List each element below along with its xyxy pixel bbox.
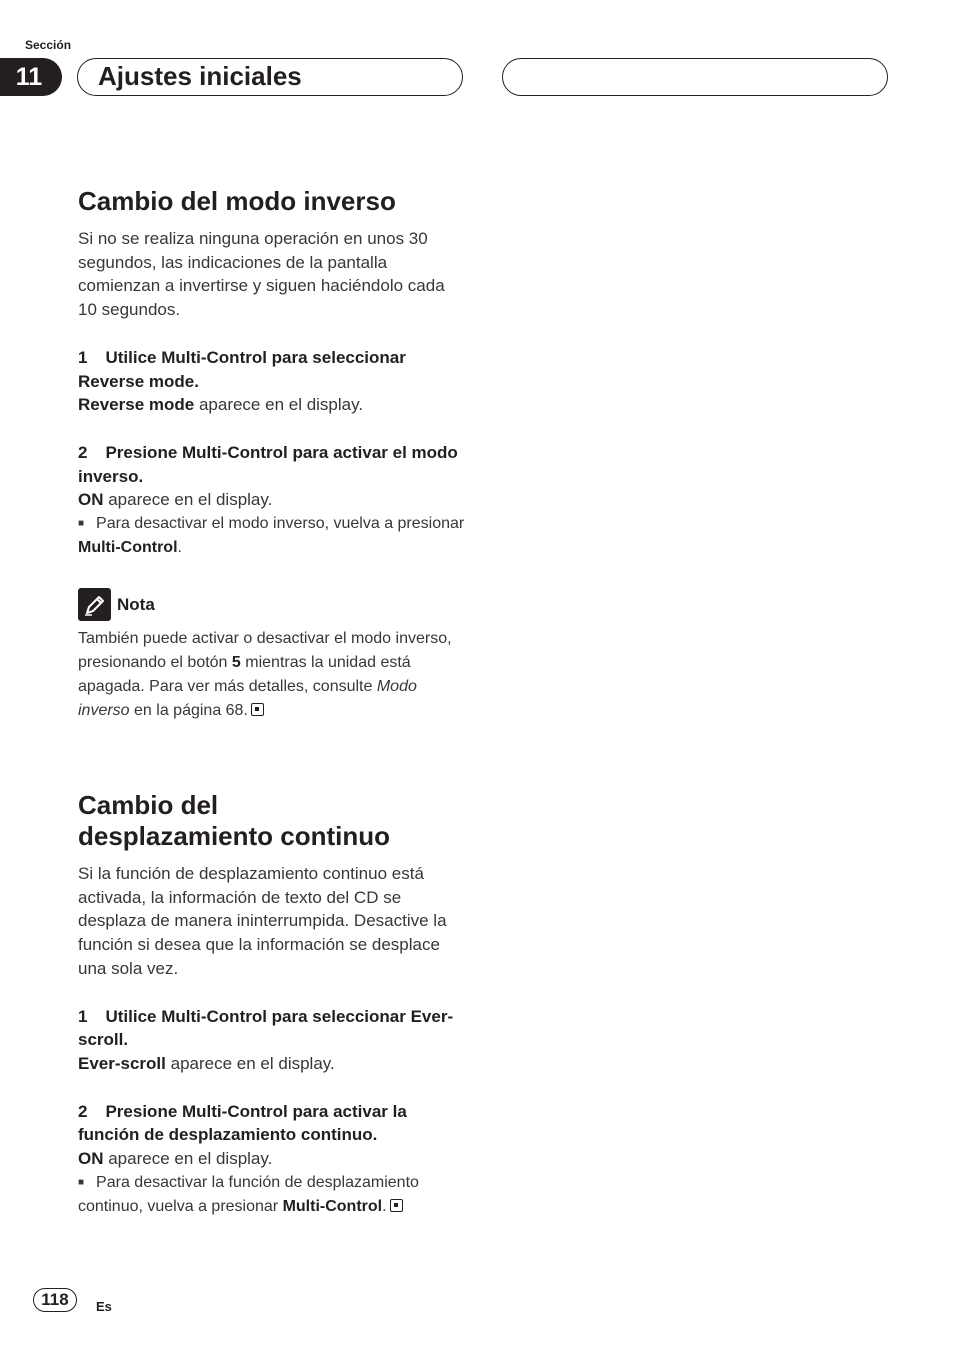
bullet-square-icon: ■ (78, 518, 85, 530)
result-value: ON (78, 490, 104, 510)
step-text: Utilice Multi-Control para seleccionar Ever-scroll. (78, 1006, 454, 1050)
step-number: 2 (78, 1101, 88, 1121)
step-text: Utilice Multi-Control para seleccionar Reverse mode. (78, 347, 406, 391)
heading-reverse-mode: Cambio del modo inverso (78, 186, 396, 216)
section-ever-scroll (78, 790, 468, 1219)
step2-bullet (78, 1171, 468, 1219)
intro-ever-scroll: Si la función de desplazamiento continuo está activada, la información de texto del CD se desplaza de manera ininterrumpida. Desactive la función si desea que la información se desplace una sola vez. (78, 864, 447, 978)
blank-header-box (502, 58, 888, 96)
step1-result (78, 393, 468, 417)
section-title-box (77, 58, 463, 96)
result-text: aparece en el display. (103, 490, 273, 510)
step2-title (78, 1100, 468, 1147)
bullet-end: . (177, 539, 182, 557)
step-number: 1 (78, 1006, 88, 1026)
step-number: 2 (78, 442, 88, 462)
step-number: 1 (78, 347, 88, 367)
step2-result (78, 1147, 468, 1171)
step-text: Presione Multi-Control para activar el modo inverso. (78, 442, 458, 486)
note-text: También puede activar o desactivar el modo inverso, presionando el botón 5 mientras la unidad está apagada. Para ver más detalles, consulte Modo inverso en la página 68. (78, 630, 452, 720)
bullet-bold: Multi-Control (282, 1197, 383, 1215)
end-mark-icon (251, 703, 264, 716)
pencil-icon (78, 588, 111, 621)
bullet-text: Para desactivar el modo inverso, vuelva a presionar (96, 515, 465, 533)
step2-bullet (78, 512, 468, 560)
result-text: aparece en el display. (194, 395, 364, 415)
step1-title (78, 346, 468, 393)
section-reverse-mode (78, 186, 468, 723)
page-number: 118 (33, 1288, 77, 1312)
step2-result (78, 488, 468, 512)
section-title: Ajustes iniciales (98, 61, 302, 91)
bullet-end: . (382, 1197, 387, 1215)
step-text: Presione Multi-Control para activar la función de desplazamiento continuo. (78, 1101, 407, 1145)
step1-result (78, 1052, 468, 1076)
result-text: aparece en el display. (103, 1149, 273, 1169)
result-text: aparece en el display. (165, 1053, 335, 1073)
step1-title (78, 1005, 468, 1052)
bullet-text: Para desactivar la función de desplazamiento continuo, vuelva a presionar (78, 1173, 419, 1215)
language-code: Es (96, 1299, 112, 1314)
result-value: Reverse mode (78, 395, 195, 415)
bullet-square-icon: ■ (78, 1176, 85, 1188)
step2-title (78, 441, 468, 488)
end-mark-icon (390, 1199, 403, 1212)
heading-ever-scroll: Cambio del desplazamiento continuo (78, 790, 391, 851)
note-label: Nota (117, 594, 155, 614)
result-value: ON (78, 1149, 104, 1169)
section-label: Sección (25, 38, 72, 52)
section-number: 11 (0, 58, 62, 96)
result-value: Ever-scroll (78, 1053, 166, 1073)
intro-reverse-mode: Si no se realiza ninguna operación en unos 30 segundos, las indicaciones de la pantalla comienzan a invertirse y siguen haciéndolo cada 10 segundos. (78, 229, 445, 320)
bullet-bold: Multi-Control (78, 539, 178, 557)
note-header (78, 588, 468, 621)
